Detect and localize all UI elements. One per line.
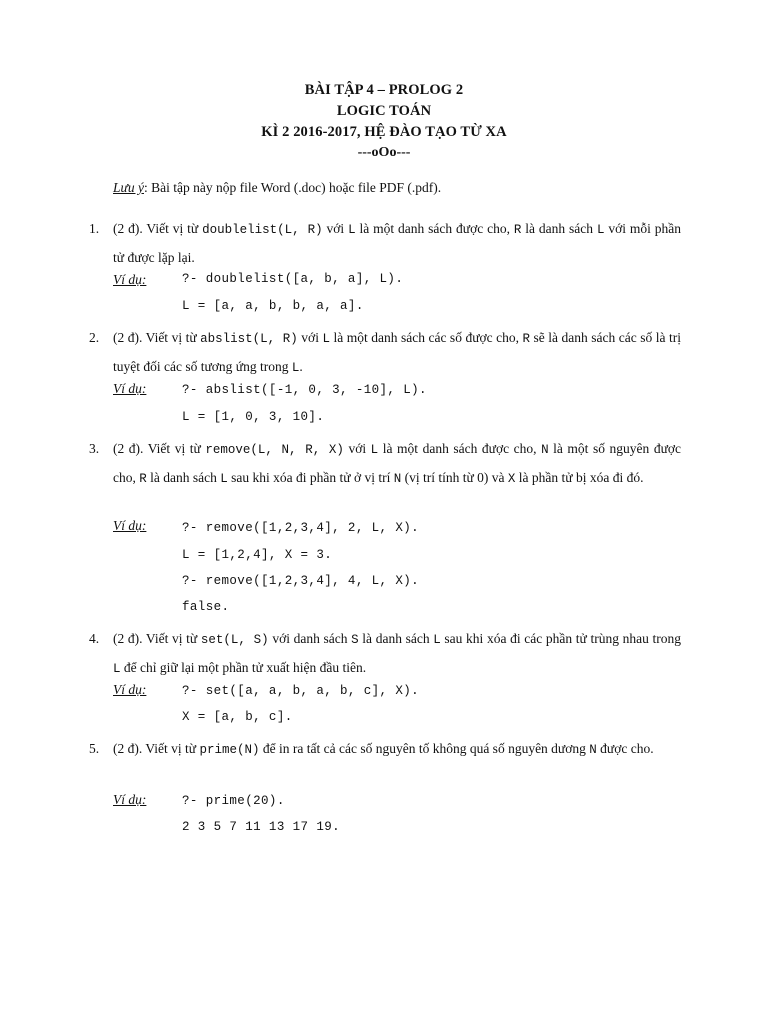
code-term: doublelist(L, R): [202, 223, 323, 237]
exercise-text: [113, 435, 681, 493]
exercise-number: 4.: [89, 631, 100, 646]
text-run: là một số nguyên được cho,: [113, 441, 682, 485]
header-separator: ---oOo---: [357, 145, 411, 160]
code-term: abslist(L, R): [200, 332, 298, 346]
exercise-text: [113, 625, 681, 683]
text-run: là phần tử bị xóa đi đó.: [515, 470, 644, 485]
submission-note: [113, 178, 441, 198]
code-term: remove(L, N, R, X): [205, 443, 344, 457]
exercise-text: [113, 324, 681, 382]
example-code-line: L = [1,2,4], X = 3.: [182, 548, 333, 562]
code-term: N: [589, 743, 597, 757]
header-subject: LOGIC TOÁN: [336, 103, 432, 119]
text-run: là một danh sách các số được cho,: [329, 330, 523, 345]
note-text: : Bài tập này nộp file Word (.doc) hoặc file PDF (.pdf).: [144, 180, 442, 195]
text-run: là một danh sách được cho,: [378, 441, 542, 456]
example-code-line: 2 3 5 7 11 13 17 19.: [182, 820, 341, 834]
example-label: Ví dụ:: [113, 381, 147, 396]
code-term: N: [393, 472, 402, 486]
text-run: là danh sách: [358, 631, 434, 646]
code-term: N: [541, 443, 549, 457]
exercise-text: [113, 735, 681, 764]
example-code-line: ?- prime(20).: [182, 794, 285, 808]
header-title: BÀI TẬP 4 – PROLOG 2: [304, 82, 464, 98]
text-run: (2 đ). Viết vị từ: [113, 330, 201, 345]
text-run: (2 đ). Viết vị từ: [113, 441, 206, 456]
code-term: L: [370, 443, 379, 457]
example-code-line: X = [a, b, c].: [182, 710, 293, 724]
text-run: (2 đ). Viết vị từ: [113, 631, 201, 646]
example-code-line: ?- remove([1,2,3,4], 4, L, X).: [182, 574, 420, 588]
example-label: Ví dụ:: [113, 792, 147, 807]
text-run: (2 đ). Viết vị từ: [113, 741, 200, 756]
code-term: set(L, S): [200, 633, 269, 647]
text-run: là danh sách: [146, 470, 221, 485]
example-label: Ví dụ:: [113, 518, 147, 533]
text-run: với: [343, 441, 371, 456]
example-code-line: false.: [182, 600, 230, 614]
text-run: là danh sách: [521, 221, 597, 236]
code-term: prime(N): [199, 743, 260, 757]
code-term: L: [596, 223, 605, 237]
text-run: với mỗi phần tử được lặp lại.: [113, 221, 682, 265]
example-code-line: L = [a, a, b, b, a, a].: [182, 299, 364, 313]
code-term: R: [513, 223, 522, 237]
example-code-line: ?- abslist([-1, 0, 3, -10], L).: [182, 383, 427, 397]
exercise-number: 2.: [89, 330, 100, 345]
text-run: sau khi xóa đi phần tử ở vị trí: [227, 470, 394, 485]
code-term: S: [351, 633, 359, 647]
text-run: sau khi xóa đi các phần tử trùng nhau trong: [440, 631, 682, 646]
text-run: .: [299, 359, 303, 374]
text-run: (vị trí tính từ 0) và: [401, 470, 508, 485]
exercise-number: 3.: [89, 441, 100, 456]
code-term: L: [291, 361, 300, 375]
example-code-line: ?- set([a, a, b, a, b, c], X).: [182, 684, 420, 698]
text-run: được cho.: [596, 741, 654, 756]
text-run: với danh sách: [268, 631, 352, 646]
code-term: L: [113, 662, 121, 676]
document-header: [0, 80, 768, 162]
example-code-line: ?- remove([1,2,3,4], 2, L, X).: [182, 521, 420, 535]
text-run: để chỉ giữ lại một phần tử xuất hiện đầu tiên.: [120, 660, 367, 675]
example-label: Ví dụ:: [113, 682, 147, 697]
code-term: R: [522, 332, 531, 346]
example-code-line: ?- doublelist([a, b, a], L).: [182, 272, 404, 286]
code-term: L: [220, 472, 228, 486]
text-run: để in ra tất cả các số nguyên tố không quá số nguyên dương: [259, 741, 590, 756]
code-term: L: [433, 633, 441, 647]
note-label: Lưu ý: [113, 180, 144, 195]
header-term: KÌ 2 2016-2017, HỆ ĐÀO TẠO TỪ XA: [261, 124, 507, 140]
code-term: L: [322, 332, 330, 346]
example-label: Ví dụ:: [113, 272, 147, 287]
text-run: là một danh sách được cho,: [355, 221, 514, 236]
example-code-line: L = [1, 0, 3, 10].: [182, 410, 325, 424]
exercise-text: [113, 215, 681, 272]
code-term: X: [507, 472, 516, 486]
text-run: (2 đ). Viết vị từ: [113, 221, 203, 236]
text-run: với: [322, 221, 349, 236]
text-run: với: [297, 330, 323, 345]
exercise-number: 5.: [89, 741, 100, 756]
code-term: R: [139, 472, 147, 486]
text-run: sẽ là danh sách các số là trị tuyệt đối các số tương ứng trong: [113, 330, 681, 374]
exercise-number: 1.: [89, 221, 100, 236]
code-term: L: [348, 223, 356, 237]
